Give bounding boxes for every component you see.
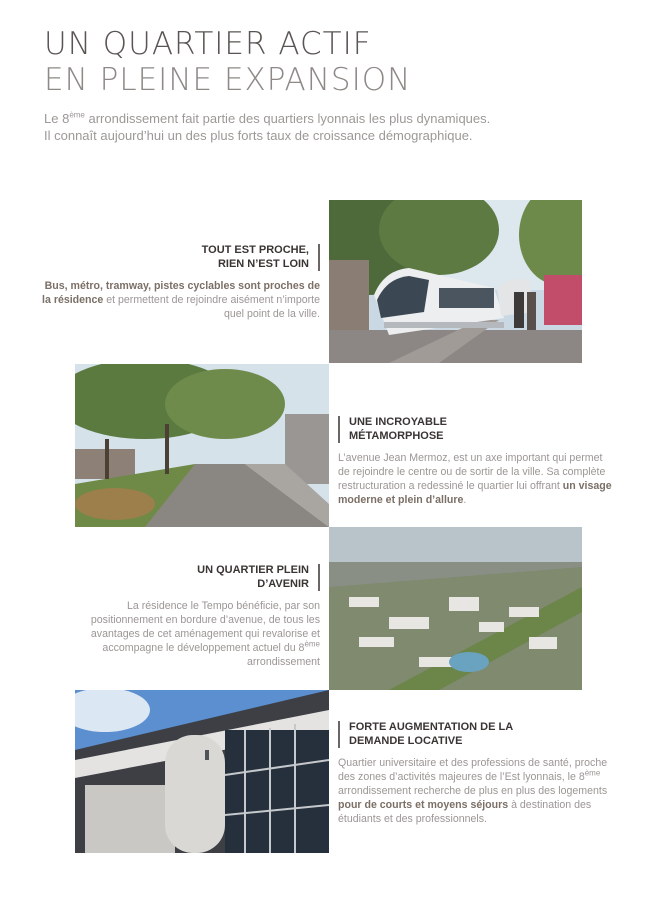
section-metamorphose-body — [338, 451, 613, 507]
section-demande-body — [338, 756, 618, 826]
highlight-text: pour de courts et moyens séjours — [338, 799, 509, 811]
section-avenir-body — [56, 599, 320, 669]
page-title — [44, 26, 411, 98]
section-avenir-heading — [197, 564, 320, 591]
body-text: . — [463, 494, 467, 506]
section-transport — [36, 244, 320, 321]
heading-line: TOUT EST PROCHE, — [201, 244, 309, 256]
title-line-1: UN QUARTIER ACTIF — [44, 26, 372, 62]
body-text: L’avenue Jean Mermoz, est un axe important qui permet de rejoindre le centre ou de sortir de la ville. Sa complète restructuration a redessiné le quartier lui offrant — [338, 452, 606, 492]
tram-photo — [329, 200, 582, 363]
title-line-2: EN PLEINE EXPANSION — [44, 62, 412, 98]
section-metamorphose-heading — [338, 416, 447, 443]
superscript: ème — [304, 639, 320, 649]
heading-line: RIEN N’EST LOIN — [217, 257, 309, 270]
section-demande — [338, 721, 618, 826]
body-text: La résidence le Tempo bénéficie, par son positionnement en bordure d’avenue, de tous les avantages de cet aménagement qui revalorise et accompagne le développement actuel du 8 — [90, 600, 320, 654]
heading-line: UN QUARTIER PLEIN — [197, 564, 309, 576]
body-text: arrondissement — [246, 656, 320, 668]
intro-line-2: Il connaît aujourd’hui un des plus forts taux de croissance démographique. — [44, 128, 473, 143]
intro-part-2: arrondissement fait partie des quartiers lyonnais les plus dynamiques. — [84, 111, 491, 126]
heading-line: D’AVENIR — [257, 577, 309, 590]
section-demande-heading — [338, 721, 513, 748]
section-transport-heading — [202, 244, 320, 271]
section-transport-body — [36, 279, 320, 321]
intro-part-1: Le 8 — [44, 111, 70, 126]
superscript: ème — [584, 768, 601, 778]
body-text: à destination des étudiants et des professionnels. — [338, 799, 592, 825]
heading-line: FORTE AUGMENTATION DE LA — [349, 721, 514, 733]
body-text: Quartier universitaire et des professions de santé, proche des zones d’activités majeures de l’Est lyonnais, le 8 — [338, 757, 608, 783]
body-text: et permettent de rejoindre aisément n’importe quel point de la ville. — [103, 294, 320, 320]
highlight-text: Bus, métro, tramway, pistes cyclables sont proches de la résidence — [42, 280, 320, 306]
building-photo — [75, 690, 329, 853]
heading-line: MÉTAMORPHOSE — [349, 429, 444, 442]
intro-superscript: ème — [69, 110, 85, 120]
section-avenir — [56, 564, 320, 669]
aerial-photo — [329, 527, 582, 690]
intro-text — [44, 110, 544, 144]
section-metamorphose — [338, 416, 613, 507]
highlight-text: un visage moderne et plein d’allure — [338, 480, 612, 506]
avenue-photo — [75, 364, 329, 527]
heading-line: UNE INCROYABLE — [349, 416, 447, 428]
body-text: arrondissement recherche de plus en plus des logements — [338, 785, 608, 797]
heading-line: DEMANDE LOCATIVE — [349, 734, 463, 747]
